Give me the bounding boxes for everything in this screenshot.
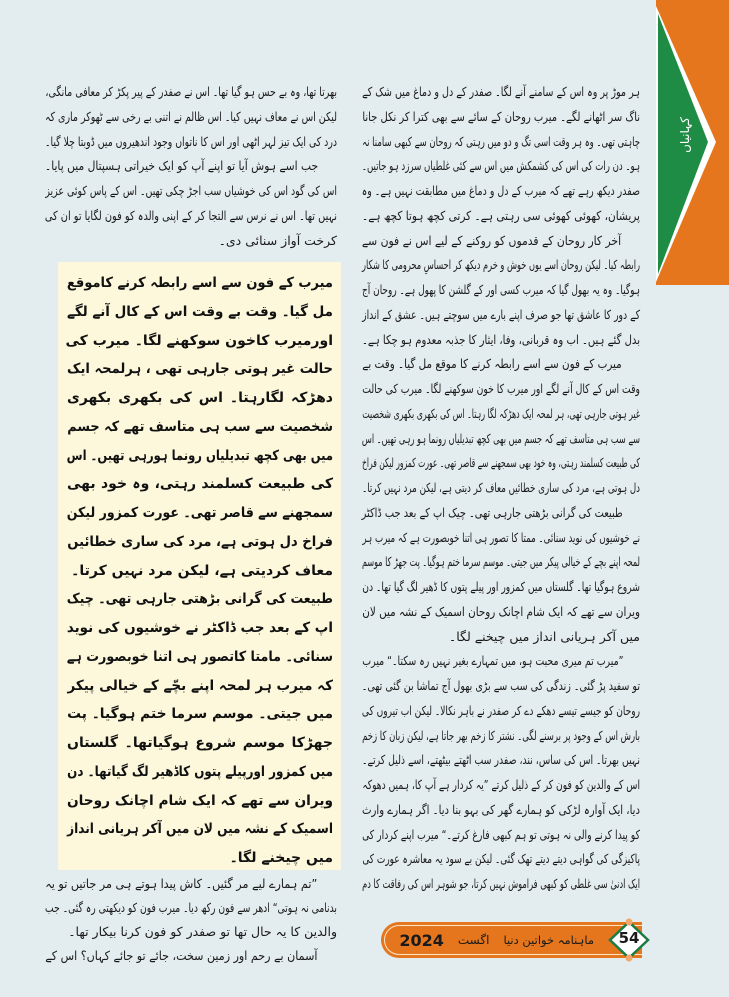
text-line: حالت غیر ہوتی جارہی تھی ، ہرلمحہ ایک (67, 361, 334, 378)
text-line: شروع ہوگیا تھا۔ گلستاں میں کمزور اور پیلے پتوں کا ڈھیر لگ گیا تھا۔ دن (362, 579, 640, 594)
text-line: سے سب ہی متاسف تھے کہ جسم میں بھی کچھ تبدیلیاں رونما ہو رہی تھیں۔ اس (361, 430, 640, 446)
text-line: بدنامی نہ ہوتی“ ادھر سے فون رکھ دیا۔ میرب فون کو دیکھتی رہ گئی۔ جب (45, 900, 337, 915)
text-line: کو پیدا کرنے والی نہ ہوتی تو ہم کبھی فارغ کرتے۔“ میرب اپنے کردار کی (362, 826, 640, 842)
text-line: غیر ہوتی جارہی تھی، ہر لمحہ ایک دھڑکہ لگا رہتا۔ اس کی بکھری بکھری شخصیت (362, 405, 640, 421)
page-number: 54 (618, 929, 640, 947)
text-line: مل گیا۔ وقت بے وقت اس کے کال آنے لگے (66, 303, 334, 320)
text-line: ویران سے تھے کہ ایک شام اچانک روحان اسمیک کے نشہ میں لان (362, 603, 640, 619)
text-line: پریشان، کھوئی کھوئی سی رہتی ہے۔ کرتی کچھ ہوتا کچھ ہے۔ (362, 207, 640, 223)
text-line: نے خوشیوں کی نوید سنائی۔ ممتا کا تصور ہی اتنا خوبصورت ہے کہ میرب ہر (362, 529, 640, 545)
text-line: ویران سے تھے کہ ایک شام اچانک روحان (66, 792, 334, 809)
text-line: میں آکر ہریانی انداز میں چیخنے لگا۔ (448, 628, 640, 644)
text-line: ”میرب تم میری محبت ہو، میں تمہارے بغیر نہیں رہ سکتا۔“ میرب (362, 653, 624, 669)
text-line: اس کے والدین کو فون کر کے ذلیل کرتے ”یہ کردار ہے آپ کا، ہمیں دھوکہ (362, 777, 640, 792)
text-line: بارش اس کے وجود پر برسنے لگی۔ نشتر کا زخم بھر جاتا ہے، لیکن زبان کا زخم (362, 727, 640, 743)
text-line: سمجھنے سے قاصر تھی۔ عورت کمزور لیکن (66, 505, 334, 521)
text-line: ہو۔ دن رات کی اس کی کشمکش میں اس سے کئی غلطیاں سرزد ہو جاتیں۔ (361, 158, 640, 174)
text-line: اسمیک کے نشہ میں لان میں آکر ہریانی انداز (67, 821, 334, 838)
text-line: رابطہ کیا۔ لیکن روحان اسے یوں خوش و خرم دیکھ کر احساسِ محرومی کا شکار (362, 257, 640, 273)
text-line: تو سفید پڑ گئی۔ زندگی کی سب سے بڑی بھول آج تماشا بن گئی تھی۔ (361, 678, 640, 693)
text-line: میں جیتی۔ موسم سرما ختم ہوگیا۔ پت (67, 706, 333, 723)
text-line: ”تم ہمارے لیے مر گئیں۔ کاش پیدا ہوتے ہی مر جاتیں تو یہ (45, 876, 318, 891)
text-line: صفدر دیکھ رہے تھے کہ میرب کے دل و دماغ میں مطابقت نہیں ہے۔ وہ (361, 183, 640, 198)
text-line: دھڑکہ لگارہتا۔ اس کی بکھری بکھری (67, 390, 333, 406)
issue-year: 2024 (399, 930, 444, 950)
text-line: چاہتی تھی۔ وہ ہر وقت اسی تگ و دو میں رہتی کہ روحان سے کبھی سامنا نہ (362, 133, 640, 149)
text-line: میرب کے فون سے اسے رابطہ کرنے کاموقع (66, 275, 334, 291)
text-line: دیا، ایک آوارہ لڑکی کو ہمارے گھر کی بہو بنا دیا۔ اگر ہمارے وارث (361, 801, 640, 817)
left-text-column-bottom (45, 872, 337, 968)
text-line: درد کی ایک تیز لہر اٹھی اور اس کا ناتواں وجود اندھیروں میں ڈوبتا چلا گیا۔ (45, 133, 338, 149)
text-line: نہیں بھرتا۔ اس کی ساس، نند، صفدر سب اٹھتے بیٹھتے، اسے ذلیل کرتے۔ (362, 752, 640, 768)
text-line: کرخت آواز سنائی دی۔ (218, 232, 337, 248)
text-line: اورمیرب کاخون سوکھنے لگا۔ میرب کی (65, 332, 333, 349)
text-line: اس کی گود اس کی خوشیاں سب اجڑ چکی تھیں۔ اس کے پاس کوئی عزیز (45, 183, 337, 198)
text-line: کے دور کا عاشق تھا جو صرف اپنے بارے میں سوچتے ہیں۔ عشق کے انداز (362, 306, 640, 322)
text-line: لیکن اس نے معاف نہیں کیا۔ اس ظالم نے اتنی بے رخی سے ٹھوکر ماری کہ (44, 108, 338, 124)
text-line: میں کمزور اورپیلے پتوں کاڈھیر لگ گیاتھا۔ دن (67, 763, 334, 780)
text-line: آخر کار روحان کے قدموں کو روکنے کے لیے اس نے فون سے (361, 232, 622, 248)
footer-banner (381, 922, 642, 958)
section-tab (656, 0, 729, 285)
text-line: دل ہوتی ہے، مرد کی ساری خطائیں معاف کر دیتی ہے، لیکن مرد نہیں کرتا۔ (362, 480, 640, 495)
text-line: شخصیت سے سب ہی متاسف تھے کہ جسم (67, 418, 334, 435)
text-line: میرب کے فون سے اسے رابطہ کرنے کا موقع مل گیا۔ وقت بے (362, 356, 622, 372)
text-line: ناگ سر اٹھانے لگے۔ میرب روحان کے سائے سے بھی کترا کر نکل جانا (362, 108, 640, 124)
section-tab-arrow (656, 0, 729, 285)
text-line: کی طبیعت کسلمند رہتی، وہ خود بھی (67, 476, 333, 493)
right-text-column (362, 80, 640, 897)
text-line: اپ کے بعد جب ڈاکٹر نے خوشیوں کی نوید (66, 620, 333, 636)
text-line: روحان کو جیسے تیسے دھکے دے کر صفدر نے باہر نکالا۔ لیکن اب تیروں کی (361, 702, 640, 718)
text-line: طبیعت کی گرانی بڑھتی جارہی تھی۔ چیک اپ کے بعد جب ڈاکٹر (361, 504, 623, 520)
highlight-box-text (67, 269, 333, 873)
text-line: کی طبیعت کسلمند رہتی، وہ خود بھی سمجھنے سے قاصر تھی۔ عورت کمزور لیکن فراخ (362, 455, 640, 471)
text-line: آسمان بے رحم اور زمین سخت، جائے تو جائے کہاں؟ اس کے (45, 948, 318, 963)
text-line: جب اسے ہوش آیا تو اپنے آپ کو ایک خیراتی ہسپتال میں پایا۔ (44, 158, 319, 174)
text-line: ہر موڑ پر وہ اس کے سامنے آنے لگا۔ صفدر کے دل و دماغ میں شک کے (362, 84, 640, 99)
text-line: کہ میرب ہر لمحہ اپنے بچّے کے خیالی پیکر (67, 677, 333, 694)
text-line: ایک ادنیٰ سی غلطی کو کبھی فراموش نہیں کرتا، جو شوہر اس کی رفاقت کا دم (362, 876, 640, 891)
text-line: میں چیخنے لگا۔ (229, 850, 333, 866)
text-line: والدین کا یہ حال تھا تو صفدر کو فون کرنا بیکار تھا۔ (68, 924, 337, 939)
text-line: طبیعت کی گرانی بڑھتی جارہی تھی۔ چیک (66, 591, 334, 608)
text-line: ہوگیا۔ وہ یہ بھول گیا کہ میرب کسی اور کے گلشن کا پھول ہے۔ روحان آج (361, 282, 640, 297)
text-line: لمحہ اپنے بچے کے خیالی پیکر میں جیتی۔ موسم سرما ختم ہوگیا۔ پت جھڑ کا موسم (362, 554, 640, 570)
text-line: میں بھی کچھ تبدیلیاں رونما ہورہی تھیں۔ اس (66, 447, 333, 464)
section-tab-label: کہانیاں (678, 117, 692, 153)
text-line: معاف کردیتی ہے، لیکن مرد نہیں کرتا۔ (71, 562, 333, 579)
text-line: فراخ دل ہوتی ہے، مرد کی ساری خطائیں (67, 533, 334, 550)
text-line: سنائی۔ مامتا کاتصور ہی اتنا خوبصورت ہے (66, 648, 333, 665)
text-line: نہیں تھا۔ اس نے نرس سے التجا کر کے اپنی والدہ کو فون لگایا تو ان کی (44, 207, 338, 223)
magazine-name: ماہنامہ خواتین دنیا (503, 933, 594, 947)
text-line: جھڑکا موسم شروع ہوگیاتھا۔ گلستاں (67, 735, 333, 751)
text-line: بھرتا تھا، وہ بے حس ہو گیا تھا۔ اس نے صفدر کے پیر پکڑ کر معافی مانگی، (45, 84, 338, 99)
left-text-column-top (45, 80, 337, 253)
issue-month: اگست (457, 933, 490, 947)
text-line: پاکیزگی کی گواہی دیتے دیتے تھک گئی۔ لیکن بے سود یہ معاشرہ عورت کی (362, 851, 640, 867)
text-line: وقت اس کے کال آنے لگے اور میرب کا خون سوکھنے لگا۔ میرب کی حالت (362, 381, 640, 396)
text-line: بدل گئے ہیں۔ اب وہ قربانی، وفا، ایثار کا جذبہ معدوم ہو چکا ہے۔ (362, 331, 640, 347)
